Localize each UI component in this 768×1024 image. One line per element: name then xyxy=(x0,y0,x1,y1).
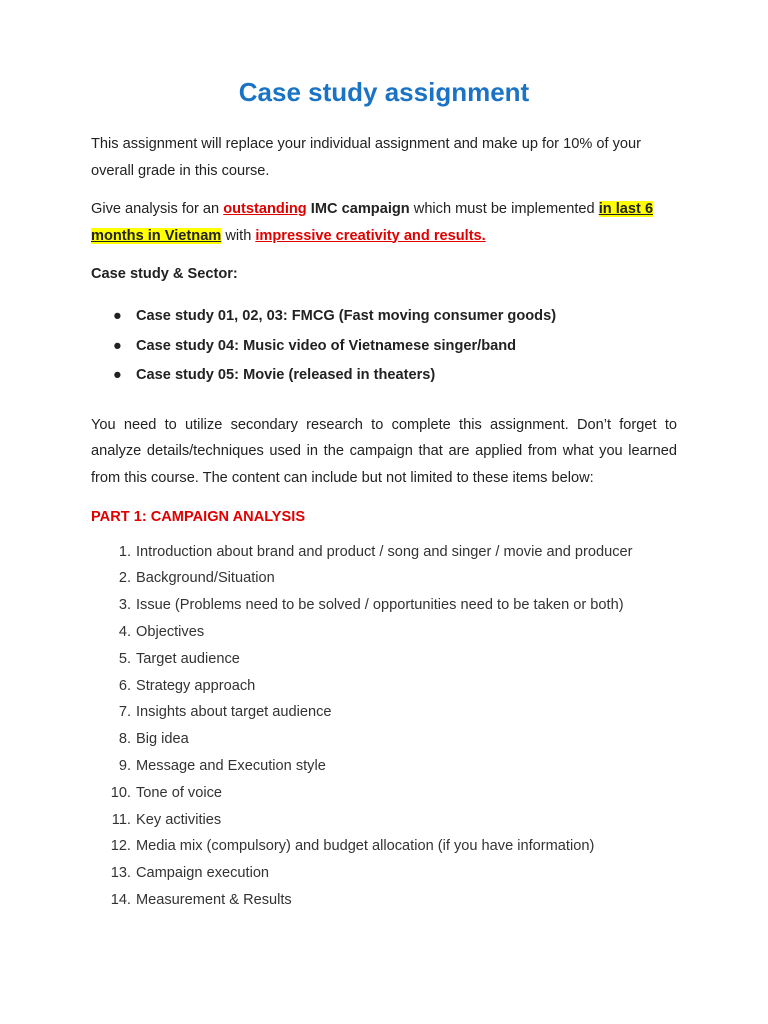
list-item xyxy=(91,646,677,673)
list-item-text: Issue (Problems need to be solved / opportunities need to be taken or both) xyxy=(136,597,624,614)
list-item xyxy=(91,833,677,860)
list-item-text: Objectives xyxy=(136,623,205,640)
list-item xyxy=(91,860,677,887)
analysis-text-2: which must be implemented xyxy=(409,201,599,217)
list-item-number: 9. xyxy=(118,757,131,774)
list-item-number: 4. xyxy=(118,623,131,640)
sector-item xyxy=(91,332,677,362)
list-item-number: 12. xyxy=(110,838,131,855)
list-item-text: Measurement & Results xyxy=(136,891,292,908)
bullet-icon: ● xyxy=(113,337,122,354)
list-item-number: 1. xyxy=(118,543,131,560)
list-item-text: Introduction about brand and product / song and singer / movie and producer xyxy=(136,543,633,560)
list-item xyxy=(91,726,677,753)
list-item xyxy=(91,887,677,914)
list-item-number: 13. xyxy=(110,865,131,882)
list-item-number: 6. xyxy=(118,677,131,694)
bullet-icon: ● xyxy=(113,367,122,384)
list-item-text: Target audience xyxy=(136,650,240,667)
list-item xyxy=(91,592,677,619)
sector-list xyxy=(91,302,677,391)
list-item-number: 2. xyxy=(118,570,131,587)
sector-item-label: Case study 01, 02, 03: FMCG (Fast moving consumer goods) xyxy=(136,308,557,325)
research-note: You need to utilize secondary research to complete this assignment. Don’t forget to analyze details/techniques used in the campaign that are applied from what you learned from this course. The content can include but not limited to these items below: xyxy=(91,416,677,486)
sector-heading: Case study & Sector: xyxy=(91,266,238,282)
intro-paragraph: This assignment will replace your individual assignment and make up for 10% of your overall grade in this course. xyxy=(91,136,641,179)
list-item-text: Strategy approach xyxy=(136,677,256,694)
sector-item xyxy=(91,361,677,391)
list-item-number: 14. xyxy=(110,891,131,908)
list-item-number: 7. xyxy=(118,704,131,721)
sector-item-label: Case study 04: Music video of Vietnamese singer/band xyxy=(136,337,517,354)
list-item xyxy=(91,673,677,700)
list-item-number: 8. xyxy=(118,731,131,748)
part1-list xyxy=(91,539,677,914)
list-item-text: Big idea xyxy=(136,731,189,748)
sector-item-label: Case study 05: Movie (released in theaters) xyxy=(136,367,436,384)
list-item xyxy=(91,539,677,566)
list-item xyxy=(91,619,677,646)
list-item xyxy=(91,807,677,834)
list-item xyxy=(91,565,677,592)
list-item-number: 10. xyxy=(110,784,131,801)
list-item-text: Insights about target audience xyxy=(136,704,332,721)
list-item xyxy=(91,780,677,807)
list-item-number: 3. xyxy=(118,597,131,614)
list-item-number: 5. xyxy=(118,650,131,667)
list-item-text: Media mix (compulsory) and budget allocation (if you have information) xyxy=(136,838,595,855)
creativity-emphasis: impressive creativity and results. xyxy=(255,227,486,244)
sector-item xyxy=(91,302,677,332)
list-item xyxy=(91,753,677,780)
list-item-number: 11. xyxy=(111,811,131,828)
bullet-icon: ● xyxy=(113,308,122,325)
analysis-paragraph xyxy=(91,196,677,249)
list-item-text: Message and Execution style xyxy=(136,757,326,774)
list-item-text: Campaign execution xyxy=(136,865,270,882)
list-item xyxy=(91,699,677,726)
document-title: Case study assignment xyxy=(238,77,530,107)
list-item-text: Tone of voice xyxy=(136,784,222,801)
outstanding-emphasis: outstanding xyxy=(223,201,307,217)
analysis-text-1: Give analysis for an xyxy=(91,201,224,217)
list-item-text: Background/Situation xyxy=(136,570,275,587)
imc-campaign-emphasis: IMC campaign xyxy=(310,201,410,217)
part1-heading: PART 1: CAMPAIGN ANALYSIS xyxy=(91,509,306,526)
list-item-text: Key activities xyxy=(136,811,222,828)
timeframe-highlight: in last 6 months in Vietnam xyxy=(91,201,654,244)
analysis-text-3: with xyxy=(221,227,256,244)
